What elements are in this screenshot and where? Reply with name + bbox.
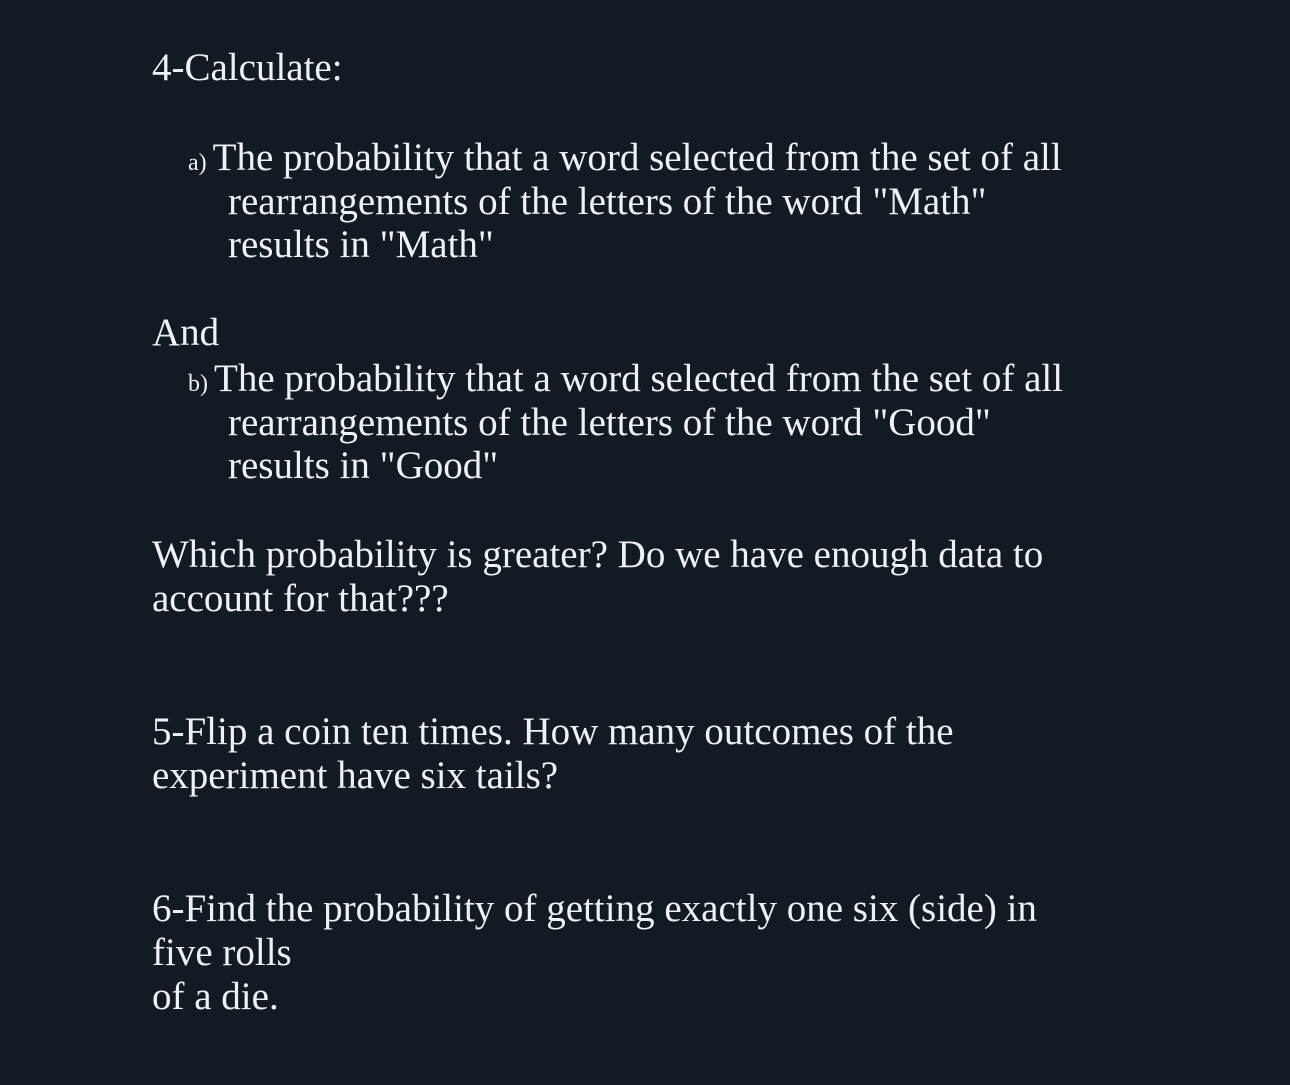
q6-line-3: of a die. [152,975,279,1018]
q4-heading: 4-Calculate: [152,46,343,89]
q4-question-line-1: Which probability is greater? Do we have enough data to [152,533,1044,576]
q4-question-line-2: account for that??? [152,577,449,620]
q4a-line-1 [188,136,1062,185]
q4b-line-2: rearrangements of the letters of the word "Good" [228,401,991,444]
q4b-text-1: The probability that a word selected from the set of all [214,357,1064,400]
q4a-text-1: The probability that a word selected from the set of all [212,136,1062,179]
q4b-line-3: results in "Good" [228,444,499,487]
q4a-line-3: results in "Math" [228,223,494,266]
q4-and: And [152,311,220,354]
q6-line-2: five rolls [152,931,292,974]
q4a-marker: a) [188,150,207,176]
q6-line-1: 6-Find the probability of getting exactly one six (side) in [152,887,1037,930]
q5-line-1: 5-Flip a coin ten times. How many outcomes of the [152,710,954,753]
q4b-marker: b) [188,371,208,397]
q4a-line-2: rearrangements of the letters of the word "Math" [228,180,987,223]
q4b-line-1 [188,357,1063,406]
q5-line-2: experiment have six tails? [152,754,559,797]
